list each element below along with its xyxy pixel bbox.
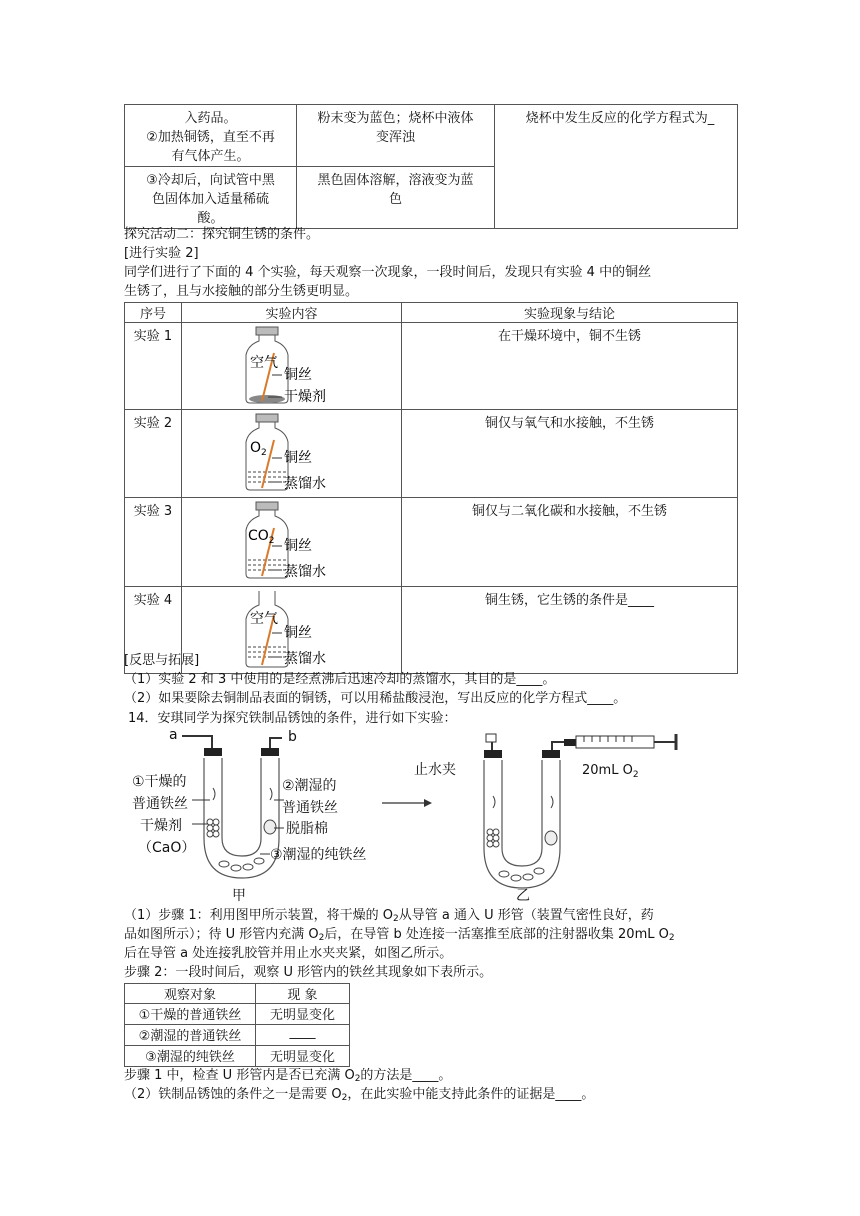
exp-result: 在干燥环境中，铜不生锈 (402, 323, 738, 410)
question-text: （1）实验 2 和 3 中使用的是经煮沸后迅速冷却的蒸馏水，其目的是____。 (124, 672, 556, 687)
gas-label: 空气 (250, 355, 278, 371)
cell-text: 有气体产生。 (171, 149, 250, 164)
reagent-label: 蒸馏水 (284, 651, 326, 667)
cell-text: 粉末变为蓝色；烧杯中液体 (317, 111, 474, 126)
label-pure-wire: ③潮湿的纯铁丝 (270, 847, 367, 863)
reflection-heading: [反思与拓展] (124, 653, 200, 668)
top-table (124, 104, 738, 229)
obs-result: 无明显变化 (256, 1046, 350, 1067)
exp-result: 铜仅与氧气和水接触，不生锈 (402, 410, 738, 498)
exp-heading: [进行实验 2] (124, 246, 199, 261)
label-wet-wire: 普通铁丝 (282, 800, 338, 816)
label-syringe: 20mL $O_2$ (582, 763, 639, 780)
exp-figure-cell (182, 498, 402, 587)
wire-label: 铜丝 (284, 450, 312, 466)
top-table-cell (495, 105, 738, 229)
exp-result: 铜仅与二氧化碳和水接触，不生锈 (402, 498, 738, 587)
experiment-table (124, 302, 738, 674)
wire-label: 铜丝 (284, 625, 312, 641)
question-text: （2）如果要除去铜制品表面的铜锈，可以用稀盐酸浸泡，写出反应的化学方程式____。 (124, 691, 627, 706)
reagent-label: 蒸馏水 (284, 476, 326, 492)
cell-text: 变浑浊 (375, 130, 415, 145)
step2-text: 步骤 2：一段时间后，观察 U 形管内的铁丝其现象如下表所示。 (124, 965, 493, 980)
cell-text: ③冷却后，向试管中黑 (146, 173, 275, 188)
step1-text: 后在导管 a 处连接乳胶管并用止水夹夹紧，如图乙所示。 (124, 946, 453, 961)
label-yi: 乙 (516, 888, 530, 904)
label-b: b (288, 729, 297, 745)
top-table-cell (297, 105, 495, 167)
exp-figure-cell (182, 587, 402, 674)
cell-text: 色固体加入适量稀硫 (151, 192, 269, 207)
exp-figure-cell (182, 323, 402, 410)
cell-text: 色 (388, 192, 402, 207)
reagent-label: 蒸馏水 (284, 564, 326, 580)
bottle-figure-4 (182, 587, 401, 669)
top-table-cell (297, 167, 495, 229)
question-text: （2）铁制品锈蚀的条件之一是需要 $O_2$，在此实验中能支持此条件的证据是____。 (124, 1087, 595, 1103)
obs-result: 无明显变化 (256, 1004, 350, 1025)
wire-label: 铜丝 (284, 367, 312, 383)
activity-title: 探究活动二：探究铜生锈的条件。 (124, 227, 320, 242)
step1-text: （1）步骤 1：利用图甲所示装置，将干燥的 $O_2$从导管 a 通入 U 形管（装置气密性良好，药 (124, 908, 654, 924)
reagent-label: 干燥剂 (284, 389, 326, 405)
label-clip: 止水夹 (414, 762, 456, 778)
cell-text: 烧杯中发生反应的化学方程式为_ (525, 111, 715, 126)
top-table-cell (125, 167, 297, 229)
exp-id: 实验 1 (125, 323, 182, 410)
bottle-figure-3 (182, 498, 401, 582)
intro-text: 生锈了，且与水接触的部分生锈更明显。 (124, 284, 359, 299)
u-tube-yi (484, 734, 676, 888)
intro-text: 同学们进行了下面的 4 个实验，每天观察一次现象，一段时间后，发现只有实验 4 中的铜丝 (124, 265, 652, 280)
gas-label: $O_2$ (250, 440, 267, 458)
question-text: 步骤 1 中，检查 U 形管内是否已充满 $O_2$的方法是____。 (124, 1068, 452, 1084)
header-cell: 现 象 (256, 984, 350, 1004)
label-cotton: 脱脂棉 (286, 821, 328, 837)
exp-id: 实验 3 (125, 498, 182, 587)
exp-id: 实验 2 (125, 410, 182, 498)
bottle-figure-1 (182, 323, 401, 405)
header-cell: 序号 (125, 303, 182, 323)
header-cell: 实验现象与结论 (402, 303, 738, 323)
exp-figure-cell (182, 410, 402, 498)
step1-text: 品如图所示）；待 U 形管内充满 $O_2$后，在导管 b 处连接一活塞推至底部的注射器收集 20mL $O_2$ (124, 927, 675, 943)
label-desiccant: 干燥剂 (140, 818, 182, 834)
obs-object: ①干燥的普通铁丝 (125, 1004, 256, 1025)
cell-text: ②加热铜锈，直至不再 (146, 130, 275, 145)
label-wet-wire: ②潮湿的 (282, 778, 337, 794)
label-jia: 甲 (232, 888, 246, 904)
cell-text: 黑色固体溶解，溶液变为蓝 (317, 173, 474, 188)
exp-result: 铜生锈，它生锈的条件是____ (402, 587, 738, 674)
gas-label: 空气 (250, 611, 278, 627)
u-tube-figure (124, 728, 724, 906)
observation-table (124, 983, 350, 1067)
label-a: a (169, 728, 178, 743)
label-cao: （CaO） (138, 840, 196, 856)
obs-result: ____ (256, 1025, 350, 1046)
top-table-cell (125, 105, 297, 167)
cell-text: 酸。 (197, 211, 224, 226)
header-cell: 实验内容 (182, 303, 402, 323)
exp-id: 实验 4 (125, 587, 182, 674)
obs-object: ②潮湿的普通铁丝 (125, 1025, 256, 1046)
bottle-figure-2 (182, 410, 401, 493)
u-tube-jia (182, 736, 284, 878)
gas-label: $CO_2$ (248, 528, 275, 546)
label-dry-wire: 普通铁丝 (132, 796, 188, 812)
obs-object: ③潮湿的纯铁丝 (125, 1046, 256, 1067)
question-14-title: 14．安琪同学为探究铁制品锈蚀的条件，进行如下实验： (128, 711, 457, 726)
header-cell: 观察对象 (125, 984, 256, 1004)
label-dry-wire: ①干燥的 (132, 774, 187, 790)
cell-text: 入药品。 (184, 111, 237, 126)
wire-label: 铜丝 (284, 538, 312, 554)
